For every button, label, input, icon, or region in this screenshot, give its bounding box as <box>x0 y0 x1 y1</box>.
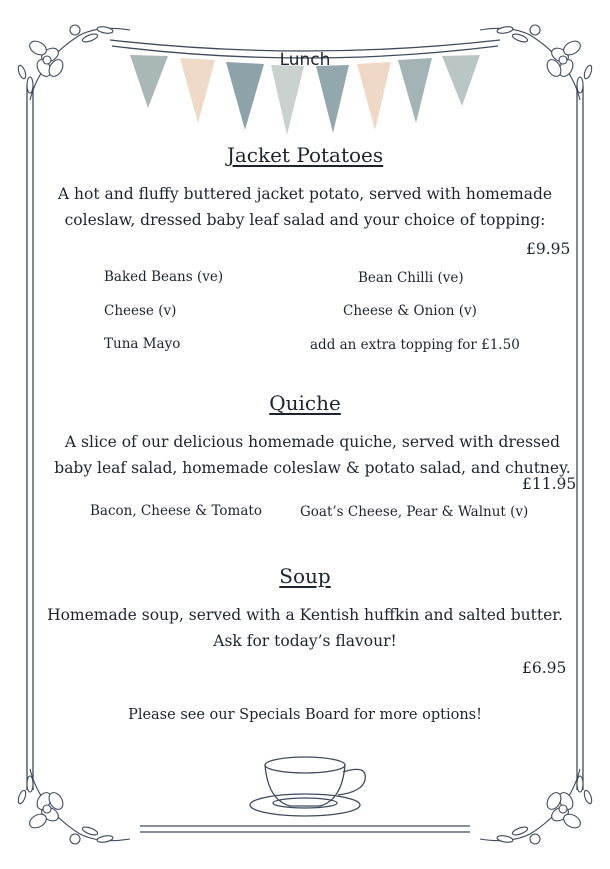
specials-board-note: Please see our Specials Board for more options! <box>128 707 482 723</box>
topping-option: Cheese & Onion (v) <box>343 303 477 319</box>
price-soup: £6.95 <box>522 659 567 677</box>
section-description-soup-line2: Ask for today’s flavour! <box>213 632 397 650</box>
section-description-soup-line1: Homemade soup, served with a Kentish huffkin and salted butter. <box>47 606 563 624</box>
price-jacket-potatoes: £9.95 <box>526 240 571 258</box>
topping-option: Baked Beans (ve) <box>104 269 224 285</box>
menu-title: Lunch <box>279 50 331 70</box>
section-heading-quiche: Quiche <box>269 391 341 415</box>
section-description-quiche: A slice of our delicious homemade quiche, served with dressed baby leaf salad, homemade coleslaw & potato salad, and chutney. <box>54 433 571 477</box>
section-description-jacket-potatoes: A hot and fluffy buttered jacket potato, served with homemade coleslaw, dressed baby leaf salad and your choice of topping: <box>57 185 553 229</box>
teacup-icon <box>250 757 365 816</box>
section-heading-jacket-potatoes: Jacket Potatoes <box>226 143 384 167</box>
topping-option: Bean Chilli (ve) <box>358 270 464 286</box>
floral-corner-bottom-right <box>480 769 593 844</box>
extra-topping-note: add an extra topping for £1.50 <box>310 337 520 353</box>
topping-option: Cheese (v) <box>104 303 177 319</box>
floral-corner-bottom-left <box>17 769 130 844</box>
price-quiche: £11.95 <box>522 475 577 493</box>
quiche-option: Goat’s Cheese, Pear & Walnut (v) <box>300 504 529 520</box>
topping-option: Tuna Mayo <box>104 336 181 352</box>
section-heading-soup: Soup <box>279 564 331 588</box>
quiche-option: Bacon, Cheese & Tomato <box>90 503 262 519</box>
